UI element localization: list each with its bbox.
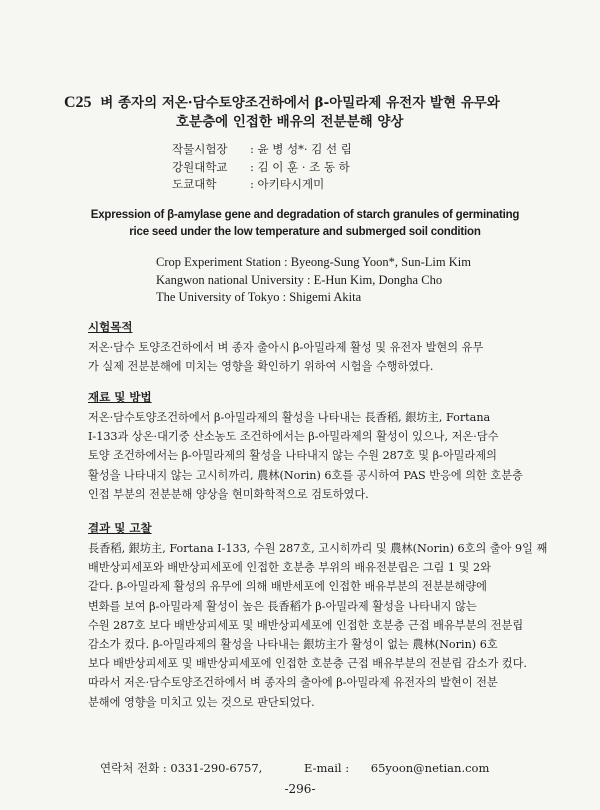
body-line: 가 실제 전분분해에 미치는 영향을 확인하기 위하여 시험을 수행하였다. (88, 360, 434, 374)
author-row (172, 176, 352, 194)
author-names: : 김 이 훈 · 조 동 하 (250, 159, 350, 174)
results-section (88, 520, 548, 712)
email-label: E-mail : (303, 761, 350, 775)
body-line: 토양 조건하에서는 β-아밀라제의 활성을 나타내지 않는 수원 287호 및 β-아밀라제의 (88, 449, 497, 463)
body-line: 長香稻, 銀坊主, Fortana I-133, 수원 287호, 고시히까리 및 農林(Norin) 6호의 출아 9일 째 (88, 542, 548, 555)
english-author-row: The University of Tokyo : Shigemi Akita (156, 290, 362, 304)
email-address: 65yoon@netian.com (370, 761, 490, 775)
methods-heading: 재료 및 방법 (88, 390, 152, 404)
results-body (88, 539, 548, 712)
contact-info (100, 760, 489, 776)
title-line-1 (64, 93, 564, 113)
body-line: 수원 287호 보다 배반상피세포 및 배반상피세포에 인접한 호분층 근접 배유부분의 전분립 (88, 618, 524, 632)
abstract-code: C25 (64, 94, 92, 111)
methods-section (88, 389, 540, 504)
body-line: 따라서 저온·담수토양조건하에서 벼 종자의 출아에 β-아밀라제 유전자의 발현이 전분 (88, 676, 498, 690)
institution: 강원대학교 (172, 159, 228, 174)
body-line: 활성을 나타내지 않는 고시히까리, 農林(Norin) 6호를 공시하여 PAS 반응에 의한 호분층 (88, 468, 523, 482)
body-line: 감소가 컸다. β-아밀라제의 활성을 나타내는 銀坊主가 활성이 없는 農林(Norin) 6호 (88, 638, 498, 652)
body-line: 분해에 영향을 미치고 있는 것으로 판단되었다. (88, 695, 315, 709)
objective-section (88, 319, 540, 376)
objective-body (88, 338, 540, 376)
body-line: 변화를 보여 β-아밀라제 활성이 높은 長香稻가 β-아밀라제 활성을 나타내지 않는 (88, 599, 477, 613)
english-authors (156, 254, 471, 307)
body-line: 저온·담수 토양조건하에서 벼 종자 출아시 β-아밀라제 활성 및 유전자 발현의 유무 (88, 341, 484, 354)
body-line: I-133과 상온·대기중 산소농도 조건하에서는 β-아밀라제의 활성이 있으나, 저온·담수 (88, 430, 499, 444)
body-line: 보다 배반상피세포 및 배반상피세포에 인접한 호분층 근접 배유부분의 전분립 감소가 컸다. (88, 657, 527, 671)
title-line-2: 호분층에 인접한 배유의 전분분해 양상 (176, 114, 404, 130)
author-row (172, 141, 352, 159)
english-author-row: Crop Experiment Station : Byeong-Sung Yoon*, Sun-Lim Kim (156, 255, 471, 269)
institution: 도쿄대학 (172, 177, 217, 191)
phone-label: 연락처 전화 : (100, 761, 167, 775)
korean-title (64, 93, 564, 132)
body-line: 저온·담수토양조건하에서 β-아밀라제의 활성을 나타내는 長香稻, 銀坊主, Fortana (88, 411, 491, 424)
institution: 작물시험장 (172, 142, 228, 156)
phone-number: 0331-290-6757, (170, 761, 263, 775)
english-author-row: Kangwon national University : E-Hun Kim, Dongha Cho (156, 272, 443, 287)
body-line: 같다. β-아밀라제 활성의 유무에 의해 배반세포에 인접한 배유부분의 전분분해량에 (88, 580, 487, 594)
english-title (60, 207, 550, 241)
english-title-line-1: Expression of β-amylase gene and degradation of starch granules of germinating (90, 209, 520, 221)
objective-heading: 시험목적 (88, 320, 133, 334)
title-text-1: 벼 종자의 저온·담수토양조건하에서 β-아밀라제 유전자 발현 유무와 (100, 95, 500, 111)
author-names: : 아키타시게미 (250, 177, 325, 191)
korean-authors (172, 141, 352, 194)
author-row (172, 159, 352, 177)
english-title-line-2: rice seed under the low temperature and submerged soil condition (129, 226, 481, 238)
methods-body (88, 408, 540, 504)
results-heading: 결과 및 고찰 (88, 521, 152, 535)
page-number: -296- (284, 782, 316, 796)
body-line: 인접 부분의 전분분해 양상을 현미화학적으로 검토하였다. (88, 487, 369, 501)
author-names: : 윤 병 성*· 김 선 림 (250, 142, 352, 156)
body-line: 배반상피세포와 배반상피세포에 인접한 호분층 부위의 배유전분립은 그림 1 및 2와 (88, 561, 491, 575)
